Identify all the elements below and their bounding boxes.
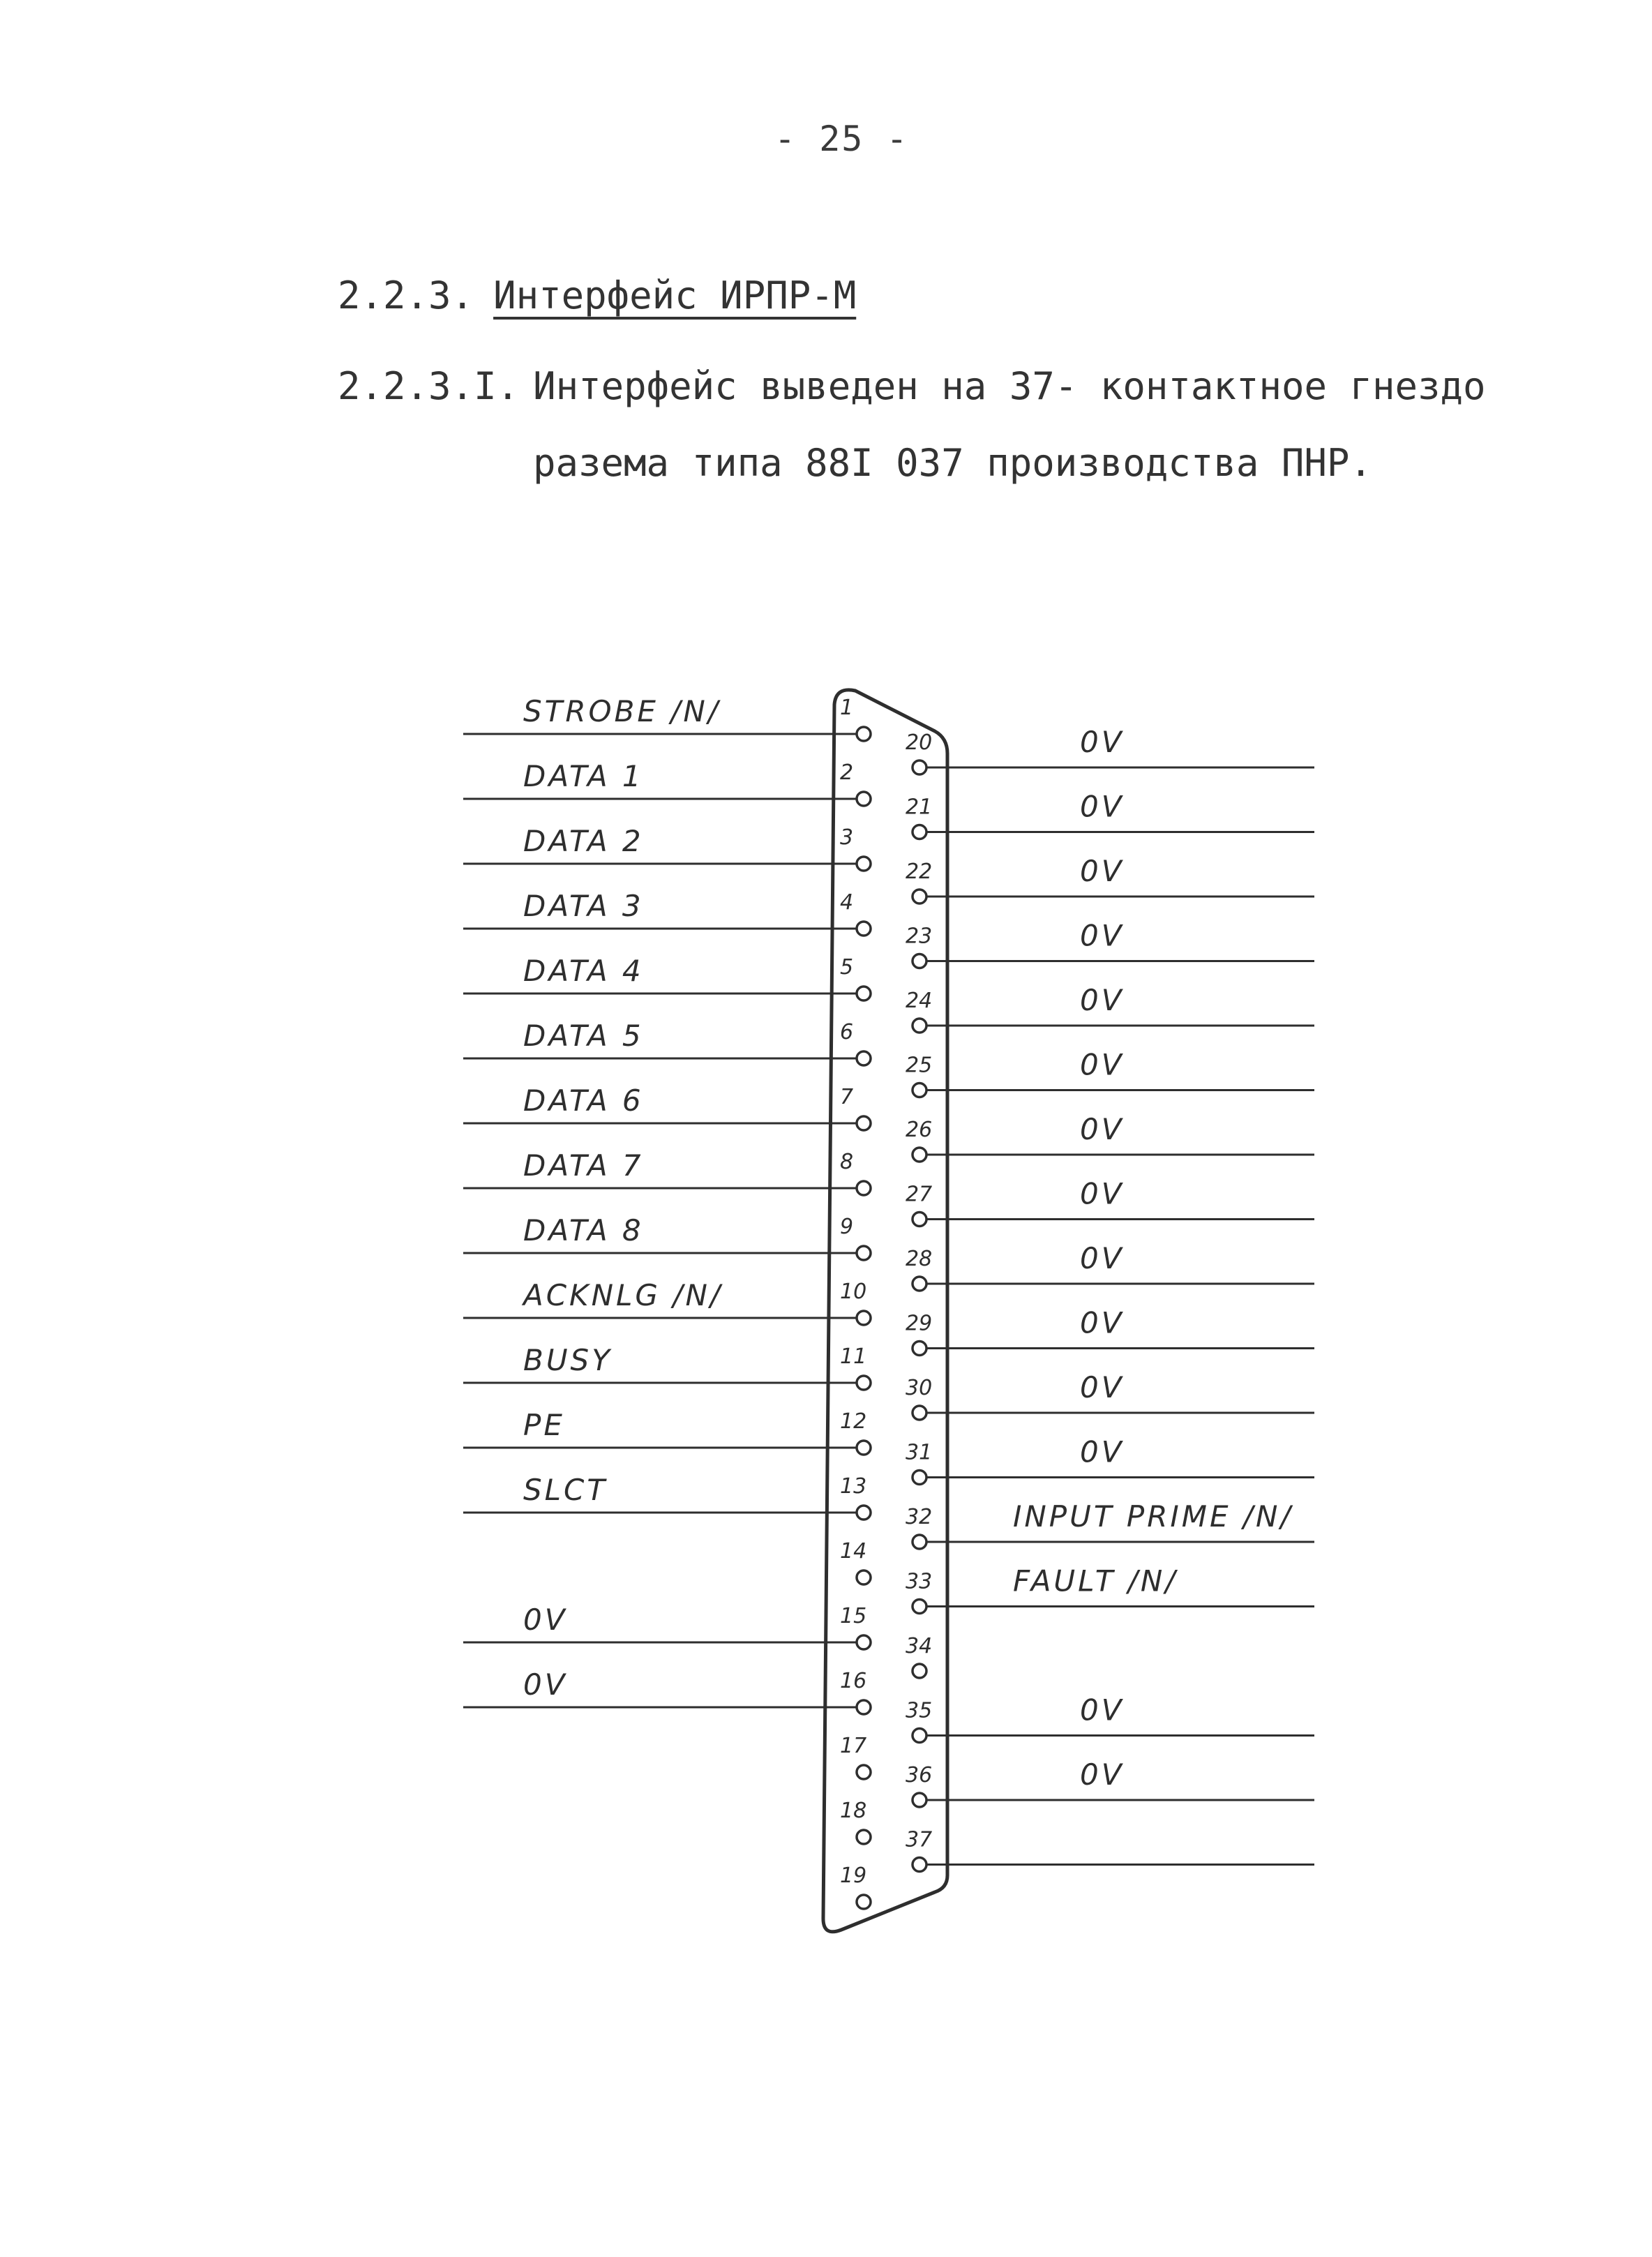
pin-number-6: 6 — [840, 1020, 854, 1044]
pin-number-20: 20 — [906, 730, 933, 755]
pin-number-11: 11 — [840, 1344, 867, 1369]
pin-number-26: 26 — [906, 1118, 933, 1142]
right-signal-label-pin-20: 0V — [1080, 725, 1125, 759]
left-pin-group — [463, 694, 871, 1909]
pin-number-34: 34 — [906, 1634, 933, 1658]
pin-6 — [857, 1051, 871, 1065]
page-number: - 25 - — [774, 119, 909, 159]
pin-number-25: 25 — [906, 1053, 933, 1078]
right-signal-label-pin-28: 0V — [1080, 1241, 1125, 1275]
pin-25 — [913, 1083, 926, 1097]
pin-number-10: 10 — [840, 1280, 867, 1304]
right-signal-label-pin-32: INPUT PRIME /N/ — [1013, 1499, 1293, 1534]
pin-35 — [913, 1729, 926, 1743]
pin-number-28: 28 — [906, 1247, 933, 1271]
left-signal-label-pin-13: SLCT — [523, 1473, 608, 1507]
left-signal-label-pin-4: DATA 3 — [523, 889, 644, 923]
pin-number-36: 36 — [906, 1763, 933, 1787]
pin-10 — [857, 1311, 871, 1325]
right-signal-label-pin-25: 0V — [1080, 1047, 1125, 1082]
pin-number-17: 17 — [840, 1734, 867, 1758]
pin-number-2: 2 — [840, 760, 854, 785]
pin-27 — [913, 1213, 926, 1227]
pin-number-29: 29 — [906, 1311, 933, 1336]
left-signal-label-pin-8: DATA 7 — [523, 1148, 644, 1183]
pin-5 — [857, 987, 871, 1000]
pin-number-7: 7 — [840, 1085, 854, 1109]
pin-number-4: 4 — [840, 890, 854, 915]
left-signal-label-pin-16: 0V — [523, 1667, 568, 1702]
paragraph-number: 2.2.3.I. — [338, 364, 520, 408]
pin-19 — [857, 1895, 871, 1909]
pin-number-22: 22 — [906, 860, 933, 884]
left-signal-label-pin-3: DATA 2 — [523, 824, 644, 858]
pin-23 — [913, 954, 926, 968]
pin-13 — [857, 1506, 871, 1520]
pin-36 — [913, 1793, 926, 1807]
pin-number-12: 12 — [840, 1409, 867, 1434]
pin-number-8: 8 — [840, 1150, 854, 1174]
pin-number-30: 30 — [906, 1376, 933, 1400]
right-signal-label-pin-27: 0V — [1080, 1176, 1125, 1211]
pin-number-16: 16 — [840, 1669, 867, 1693]
pin-number-5: 5 — [840, 955, 854, 980]
pin-number-32: 32 — [906, 1505, 933, 1529]
pin-33 — [913, 1600, 926, 1614]
pin-1 — [857, 727, 871, 741]
pin-number-18: 18 — [840, 1799, 867, 1823]
pin-number-15: 15 — [840, 1604, 867, 1628]
pin-number-31: 31 — [906, 1440, 933, 1465]
right-signal-label-pin-21: 0V — [1080, 789, 1125, 824]
pin-number-9: 9 — [840, 1215, 854, 1239]
right-signal-label-pin-26: 0V — [1080, 1112, 1125, 1146]
pin-17 — [857, 1765, 871, 1779]
pin-number-13: 13 — [840, 1474, 867, 1499]
pin-15 — [857, 1635, 871, 1649]
pin-21 — [913, 825, 926, 839]
left-signal-label-pin-6: DATA 5 — [523, 1019, 644, 1053]
pin-3 — [857, 857, 871, 871]
pin-number-23: 23 — [906, 924, 933, 949]
right-signal-label-pin-36: 0V — [1080, 1757, 1125, 1792]
right-signal-label-pin-35: 0V — [1080, 1693, 1125, 1727]
paragraph-text-1: Интерфейс выведен на 37- контактное гнездо — [533, 364, 1486, 408]
pin-16 — [857, 1700, 871, 1714]
pin-number-3: 3 — [840, 825, 854, 850]
pin-24 — [913, 1019, 926, 1033]
section-title: Интерфейс ИРПР-М — [493, 273, 857, 317]
pin-18 — [857, 1830, 871, 1844]
pin-28 — [913, 1277, 926, 1291]
left-signal-label-pin-10: ACKNLG /N/ — [523, 1278, 723, 1312]
pin-7 — [857, 1116, 871, 1130]
left-signal-label-pin-9: DATA 8 — [523, 1213, 644, 1247]
section-number: 2.2.3. — [338, 273, 474, 317]
pin-4 — [857, 922, 871, 936]
pin-11 — [857, 1376, 871, 1390]
right-signal-label-pin-33: FAULT /N/ — [1013, 1564, 1178, 1598]
pin-14 — [857, 1570, 871, 1584]
pin-8 — [857, 1181, 871, 1195]
pin-number-35: 35 — [906, 1698, 933, 1723]
left-signal-label-pin-2: DATA 1 — [523, 759, 644, 793]
pin-32 — [913, 1535, 926, 1549]
right-signal-label-pin-29: 0V — [1080, 1305, 1125, 1340]
pin-number-37: 37 — [906, 1827, 933, 1852]
pin-29 — [913, 1342, 926, 1356]
right-signal-label-pin-31: 0V — [1080, 1434, 1125, 1469]
left-signal-label-pin-7: DATA 6 — [523, 1083, 644, 1118]
pin-22 — [913, 890, 926, 903]
left-signal-label-pin-12: PE — [523, 1408, 565, 1442]
pin-number-27: 27 — [906, 1182, 933, 1207]
pin-12 — [857, 1441, 871, 1455]
pin-34 — [913, 1664, 926, 1678]
left-signal-label-pin-1: STROBE /N/ — [523, 694, 721, 728]
pin-number-14: 14 — [840, 1539, 867, 1564]
pin-number-19: 19 — [840, 1864, 867, 1888]
right-signal-label-pin-24: 0V — [1080, 983, 1125, 1017]
pin-number-1: 1 — [840, 696, 854, 720]
pin-20 — [913, 760, 926, 774]
left-signal-label-pin-5: DATA 4 — [523, 954, 644, 988]
pin-9 — [857, 1246, 871, 1260]
right-signal-label-pin-30: 0V — [1080, 1370, 1125, 1404]
left-signal-label-pin-15: 0V — [523, 1603, 568, 1637]
pin-2 — [857, 792, 871, 806]
pin-number-24: 24 — [906, 989, 933, 1013]
pin-number-33: 33 — [906, 1569, 933, 1594]
right-signal-label-pin-22: 0V — [1080, 854, 1125, 888]
pin-30 — [913, 1406, 926, 1420]
left-signal-label-pin-11: BUSY — [523, 1343, 613, 1377]
right-pin-group — [906, 725, 1314, 1872]
right-signal-label-pin-23: 0V — [1080, 918, 1125, 953]
pin-31 — [913, 1471, 926, 1485]
pin-37 — [913, 1858, 926, 1872]
pin-26 — [913, 1148, 926, 1162]
pin-number-21: 21 — [906, 795, 933, 820]
paragraph-line-2: разема типа 88I 037 производства ПНР. — [533, 441, 1372, 485]
